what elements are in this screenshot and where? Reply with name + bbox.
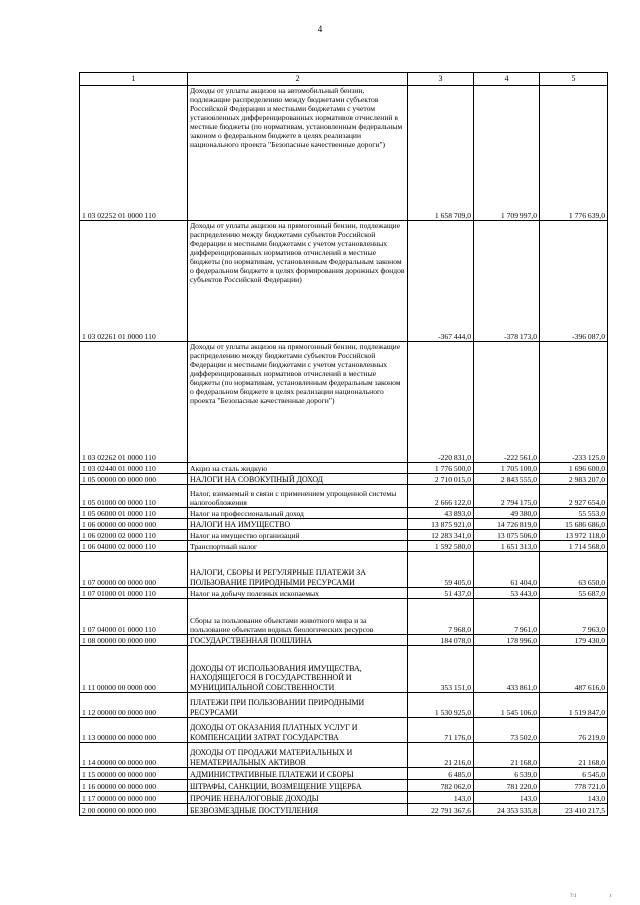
row-name: БЕЗВОЗМЕЗДНЫЕ ПОСТУПЛЕНИЯ — [188, 804, 408, 816]
row-name: Налог, взимаемый в связи с применением упрощенной системы налогообложения — [188, 485, 408, 508]
row-value-col3: 12 283 341,0 — [408, 530, 474, 541]
table-row — [80, 635, 608, 646]
row-name: НАЛОГИ НА СОВОКУПНЫЙ ДОХОД — [188, 474, 408, 485]
row-code: 1 03 02262 01 0000 110 — [80, 342, 188, 463]
row-code: 1 13 00000 00 0000 000 — [80, 718, 188, 743]
table-row — [80, 519, 608, 530]
row-value-col5: 63 650,0 — [540, 552, 608, 588]
row-value-col5: 1 776 639,0 — [540, 86, 608, 221]
row-value-col3: 21 216,0 — [408, 743, 474, 768]
row-code: 1 16 00000 00 0000 000 — [80, 780, 188, 792]
row-code: 1 06 00000 00 0000 000 — [80, 519, 188, 530]
row-value-col4: 21 168,0 — [474, 743, 540, 768]
row-value-col5: 143,0 — [540, 792, 608, 804]
row-value-col3: 6 485,0 — [408, 768, 474, 780]
row-value-col5: 21 168,0 — [540, 743, 608, 768]
row-value-col3: 1 776 500,0 — [408, 463, 474, 474]
row-value-col5: 7 963,0 — [540, 599, 608, 635]
row-value-col4: 2 794 175,0 — [474, 485, 540, 508]
row-name: Налог на добычу полезных ископаемых — [188, 588, 408, 599]
table-row — [80, 530, 608, 541]
row-code: 1 11 00000 00 0000 000 — [80, 646, 188, 693]
row-value-col3: 22 791 367,6 — [408, 804, 474, 816]
row-value-col5: 6 545,0 — [540, 768, 608, 780]
row-value-col5: 23 410 217,5 — [540, 804, 608, 816]
column-header: 5 — [540, 73, 608, 86]
row-value-col3: 43 893,0 — [408, 508, 474, 519]
table-row — [80, 588, 608, 599]
row-value-col3: -367 444,0 — [408, 221, 474, 342]
row-code: 1 03 02440 01 0000 110 — [80, 463, 188, 474]
row-value-col3: 2 666 122,0 — [408, 485, 474, 508]
row-name: ДОХОДЫ ОТ ОКАЗАНИЯ ПЛАТНЫХ УСЛУГ И КОМПЕНСАЦИИ ЗАТРАТ ГОСУДАРСТВА — [188, 718, 408, 743]
row-value-col4: 13 075 506,0 — [474, 530, 540, 541]
table-row — [80, 221, 608, 342]
row-value-col5: 1 519 847,0 — [540, 693, 608, 718]
table-row — [80, 474, 608, 485]
row-value-col5: -396 087,0 — [540, 221, 608, 342]
row-value-col3: 782 062,0 — [408, 780, 474, 792]
row-name: Доходы от уплаты акцизов на прямогонный бензин, подлежащие распределению между бюджетами субъектов Российской Федерации и местными бюджетами с учетом установленных дифференцированных нормативов отчислений в местные бюджеты (по нормативам, установленным федеральным законом о федеральном бюджете в целях реализации национального проекта "Безопасные качественные дороги") — [188, 342, 408, 463]
row-value-col4: 1 651 313,0 — [474, 541, 540, 552]
table-row — [80, 342, 608, 463]
table-row — [80, 86, 608, 221]
table-row — [80, 463, 608, 474]
row-value-col4: 73 502,0 — [474, 718, 540, 743]
column-header: 3 — [408, 73, 474, 86]
table-row — [80, 485, 608, 508]
row-name: Сборы за пользование объектами животного мира и за пользование объектами водных биологических ресурсов — [188, 599, 408, 635]
row-code: 1 06 02000 02 0000 110 — [80, 530, 188, 541]
row-name: НАЛОГИ НА ИМУЩЕСТВО — [188, 519, 408, 530]
row-value-col3: 1 658 709,0 — [408, 86, 474, 221]
row-value-col4: 14 726 819,0 — [474, 519, 540, 530]
row-name: Транспортный налог — [188, 541, 408, 552]
row-name: ШТРАФЫ, САНКЦИИ, ВОЗМЕЩЕНИЕ УЩЕРБА — [188, 780, 408, 792]
row-value-col4: 49 380,0 — [474, 508, 540, 519]
row-name: НАЛОГИ, СБОРЫ И РЕГУЛЯРНЫЕ ПЛАТЕЖИ ЗА ПОЛЬЗОВАНИЕ ПРИРОДНЫМИ РЕСУРСАМИ — [188, 552, 408, 588]
row-code: 1 05 06000 01 0000 110 — [80, 508, 188, 519]
row-value-col5: 2 927 654,0 — [540, 485, 608, 508]
row-value-col4: 2 843 555,0 — [474, 474, 540, 485]
row-name: АДМИНИСТРАТИВНЫЕ ПЛАТЕЖИ И СБОРЫ — [188, 768, 408, 780]
row-code: 1 07 04000 01 0000 110 — [80, 599, 188, 635]
table-row — [80, 508, 608, 519]
row-name: Налог на профессиональный доход — [188, 508, 408, 519]
row-name: Налог на имущество организаций — [188, 530, 408, 541]
row-name: Доходы от уплаты акцизов на прямогонный бензин, подлежащие распределению между бюджетами субъектов Российской Федерации и местными бюджетами с учетом установленных дифференцированных нормативов отчислений в местные бюджеты (по нормативам, установленным Федеральным законом о федеральном бюджете в целях формирования дорожных фондов субъектов Российской Федерации) — [188, 221, 408, 342]
row-code: 1 12 00000 00 0000 000 — [80, 693, 188, 718]
row-name: ДОХОДЫ ОТ ИСПОЛЬЗОВАНИЯ ИМУЩЕСТВА, НАХОДЯЩЕГОСЯ В ГОСУДАРСТВЕННОЙ И МУНИЦИПАЛЬНОЙ СОБСТВЕННОСТИ — [188, 646, 408, 693]
table-row — [80, 599, 608, 635]
row-code: 1 06 04000 02 0000 110 — [80, 541, 188, 552]
row-value-col3: 1 530 925,0 — [408, 693, 474, 718]
row-name: ПРОЧИЕ НЕНАЛОГОВЫЕ ДОХОДЫ — [188, 792, 408, 804]
footer-mark-right: t — [610, 894, 612, 899]
row-value-col3: 59 405,0 — [408, 552, 474, 588]
row-code: 1 07 01000 01 0000 110 — [80, 588, 188, 599]
row-value-col4: 6 539,0 — [474, 768, 540, 780]
table-row — [80, 743, 608, 768]
row-value-col5: 1 696 600,0 — [540, 463, 608, 474]
table-row — [80, 792, 608, 804]
row-value-col3: 71 176,0 — [408, 718, 474, 743]
row-name: ГОСУДАРСТВЕННАЯ ПОШЛИНА — [188, 635, 408, 646]
row-value-col5: 13 972 118,0 — [540, 530, 608, 541]
row-value-col5: 778 721,0 — [540, 780, 608, 792]
row-value-col4: 24 353 535,8 — [474, 804, 540, 816]
row-value-col4: 433 861,0 — [474, 646, 540, 693]
row-value-col3: 7 968,0 — [408, 599, 474, 635]
row-value-col5: 55 553,0 — [540, 508, 608, 519]
footer-mark-left: 7/1 — [570, 894, 577, 899]
row-value-col4: 143,0 — [474, 792, 540, 804]
row-value-col4: 53 443,0 — [474, 588, 540, 599]
row-value-col4: 61 404,0 — [474, 552, 540, 588]
row-code: 1 03 02252 01 0000 110 — [80, 86, 188, 221]
table-row — [80, 780, 608, 792]
table-row — [80, 804, 608, 816]
row-code: 1 15 00000 00 0000 000 — [80, 768, 188, 780]
row-code: 1 03 02261 01 0000 110 — [80, 221, 188, 342]
row-value-col4: 7 961,0 — [474, 599, 540, 635]
row-value-col3: 13 875 921,0 — [408, 519, 474, 530]
row-value-col3: 51 437,0 — [408, 588, 474, 599]
row-code: 2 00 00000 00 0000 000 — [80, 804, 188, 816]
row-value-col5: 179 430,0 — [540, 635, 608, 646]
row-name: ПЛАТЕЖИ ПРИ ПОЛЬЗОВАНИИ ПРИРОДНЫМИ РЕСУРСАМИ — [188, 693, 408, 718]
table-row — [80, 541, 608, 552]
row-value-col3: 143,0 — [408, 792, 474, 804]
column-header: 2 — [188, 73, 408, 86]
row-code: 1 08 00000 00 0000 000 — [80, 635, 188, 646]
row-code: 1 17 00000 00 0000 000 — [80, 792, 188, 804]
row-value-col3: 184 078,0 — [408, 635, 474, 646]
row-value-col5: 76 219,0 — [540, 718, 608, 743]
page-number: 4 — [317, 24, 323, 34]
row-name: Доходы от уплаты акцизов на автомобильный бензин, подлежащие распределению между бюджетами субъектов Российской Федерации и местными бюджетами с учетом установленных дифференцированных нормативов отчислений в местные бюджеты (по нормативам, установленным федеральным законом о федеральном бюджете в целях реализации национального проекта "Безопасные качественные дороги") — [188, 86, 408, 221]
row-code: 1 05 01000 00 0000 110 — [80, 485, 188, 508]
row-value-col3: 353 151,0 — [408, 646, 474, 693]
table-row — [80, 768, 608, 780]
row-value-col4: -378 173,0 — [474, 221, 540, 342]
row-value-col4: 1 705 100,0 — [474, 463, 540, 474]
row-value-col4: -222 561,0 — [474, 342, 540, 463]
row-value-col5: 15 686 686,0 — [540, 519, 608, 530]
column-header: 4 — [474, 73, 540, 86]
table-row — [80, 552, 608, 588]
column-header: 1 — [80, 73, 188, 86]
row-name: ДОХОДЫ ОТ ПРОДАЖИ МАТЕРИАЛЬНЫХ И НЕМАТЕРИАЛЬНЫХ АКТИВОВ — [188, 743, 408, 768]
row-value-col3: 2 710 015,0 — [408, 474, 474, 485]
row-value-col4: 1 709 997,0 — [474, 86, 540, 221]
row-value-col3: 1 592 580,0 — [408, 541, 474, 552]
row-value-col5: 2 983 207,0 — [540, 474, 608, 485]
row-value-col5: 487 616,0 — [540, 646, 608, 693]
table-header-row — [80, 73, 608, 86]
row-value-col5: -233 125,0 — [540, 342, 608, 463]
row-value-col3: -220 831,0 — [408, 342, 474, 463]
table-row — [80, 693, 608, 718]
row-value-col4: 1 545 106,0 — [474, 693, 540, 718]
row-code: 1 07 00000 00 0000 000 — [80, 552, 188, 588]
table-row — [80, 718, 608, 743]
table-row — [80, 646, 608, 693]
row-code: 1 14 00000 00 0000 000 — [80, 743, 188, 768]
revenue-table — [79, 72, 608, 816]
row-value-col5: 55 687,0 — [540, 588, 608, 599]
row-name: Акциз на сталь жидкую — [188, 463, 408, 474]
row-value-col4: 178 996,0 — [474, 635, 540, 646]
row-value-col5: 1 714 568,0 — [540, 541, 608, 552]
row-code: 1 05 00000 00 0000 000 — [80, 474, 188, 485]
row-value-col4: 781 220,0 — [474, 780, 540, 792]
